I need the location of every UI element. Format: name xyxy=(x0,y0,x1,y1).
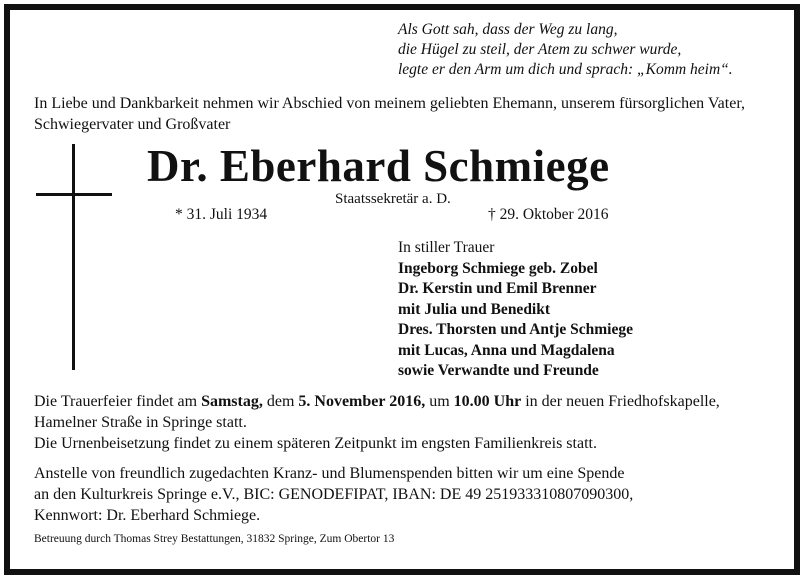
poem-line: legte er den Arm um dich und sprach: „Komm heim“. xyxy=(398,61,733,78)
ceremony-text xyxy=(34,391,720,454)
deceased-name: Dr. Eberhard Schmiege xyxy=(147,141,610,191)
funeral-home-footer: Betreuung durch Thomas Strey Bestattungen, 31832 Springe, Zum Obertor 13 xyxy=(34,533,395,545)
deceased-title: Staatssekretär a. D. xyxy=(335,191,451,207)
donation-line: Anstelle von freundlich zugedachten Kranz- und Blumenspenden bitten wir um eine Spende xyxy=(34,465,625,482)
poem xyxy=(398,20,733,80)
mourner-line: Dr. Kerstin und Emil Brenner xyxy=(398,280,597,297)
ceremony-text-part: Die Trauerfeier findet am xyxy=(34,393,202,410)
donation-line: an den Kulturkreis Springe e.V., BIC: GENODEFIPAT, IBAN: DE 49 251933310807090300, xyxy=(34,486,634,503)
poem-line: Als Gott sah, dass der Weg zu lang, xyxy=(398,21,618,38)
birth-date: * 31. Juli 1934 xyxy=(175,206,268,223)
death-date: † 29. Oktober 2016 xyxy=(488,206,609,223)
ceremony-text-part: dem xyxy=(262,393,299,410)
mourner-line: sowie Verwandte und Freunde xyxy=(398,362,599,379)
intro-text: In Liebe und Dankbarkeit nehmen wir Abschied von meinem geliebten Ehemann, unserem fürsorglichen Vater, Schwiegervater und Großvater xyxy=(34,95,745,133)
ceremony-line xyxy=(34,391,720,412)
ceremony-text-part: um xyxy=(425,393,454,410)
donation-text xyxy=(34,463,633,526)
mourner-line: mit Julia und Benedikt xyxy=(398,300,551,318)
ceremony-day: Samstag, xyxy=(201,393,263,410)
ceremony-line: Hamelner Straße in Springe statt. xyxy=(34,414,247,431)
donation-line: Kennwort: Dr. Eberhard Schmiege. xyxy=(34,507,261,524)
mourner-line: Ingeborg Schmiege geb. Zobel xyxy=(398,259,598,277)
cross-icon-vertical xyxy=(72,144,75,370)
ceremony-time: 10.00 Uhr xyxy=(453,393,522,410)
ceremony-line: Die Urnenbeisetzung findet zu einem späteren Zeitpunkt im engsten Familienkreis statt. xyxy=(34,435,597,452)
ceremony-text-part: in der neuen Friedhofskapelle, xyxy=(521,393,720,410)
mourner-line: mit Lucas, Anna und Magdalena xyxy=(398,341,615,359)
cross-icon-horizontal xyxy=(36,193,112,196)
ceremony-date: 5. November 2016, xyxy=(298,393,426,410)
mourners-block xyxy=(398,238,633,382)
mourners-lead: In stiller Trauer xyxy=(398,239,495,256)
poem-line: die Hügel zu steil, der Atem zu schwer wurde, xyxy=(398,41,682,58)
mourner-line: Dres. Thorsten und Antje Schmiege xyxy=(398,321,633,338)
